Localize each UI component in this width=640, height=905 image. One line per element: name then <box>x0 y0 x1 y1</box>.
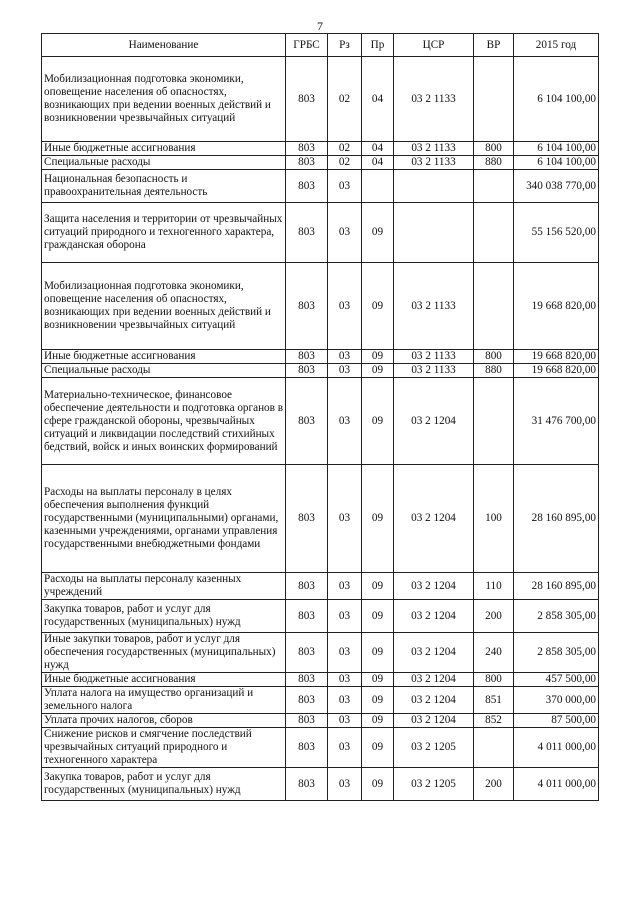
cell-sum: 87 500,00 <box>514 714 599 728</box>
cell-rz: 03 <box>328 714 362 728</box>
cell-csr: 03 2 1133 <box>394 156 474 170</box>
cell-vr: 240 <box>474 633 514 673</box>
cell-sum: 457 500,00 <box>514 673 599 687</box>
table-row <box>42 728 599 768</box>
header-vr: ВР <box>474 34 514 57</box>
cell-grbs: 803 <box>286 142 328 156</box>
cell-pr: 09 <box>362 203 394 263</box>
cell-name: Закупка товаров, работ и услуг для государственных (муниципальных) нужд <box>42 768 286 801</box>
cell-rz: 03 <box>328 728 362 768</box>
cell-csr: 03 2 1205 <box>394 768 474 801</box>
table-row <box>42 673 599 687</box>
cell-vr: 851 <box>474 687 514 714</box>
cell-vr: 110 <box>474 573 514 600</box>
cell-grbs: 803 <box>286 673 328 687</box>
cell-grbs: 803 <box>286 465 328 573</box>
cell-csr: 03 2 1204 <box>394 687 474 714</box>
cell-vr: 100 <box>474 465 514 573</box>
table-row <box>42 687 599 714</box>
cell-sum: 31 476 700,00 <box>514 378 599 465</box>
cell-vr: 800 <box>474 350 514 364</box>
cell-grbs: 803 <box>286 768 328 801</box>
cell-name: Снижение рисков и смягчение последствий чрезвычайных ситуаций природного и техногенного характера <box>42 728 286 768</box>
cell-grbs: 803 <box>286 600 328 633</box>
cell-rz: 03 <box>328 170 362 203</box>
cell-name: Иные бюджетные ассигнования <box>42 673 286 687</box>
cell-rz: 02 <box>328 142 362 156</box>
cell-grbs: 803 <box>286 263 328 350</box>
cell-sum: 6 104 100,00 <box>514 57 599 142</box>
cell-rz: 03 <box>328 687 362 714</box>
cell-csr: 03 2 1205 <box>394 728 474 768</box>
table-row <box>42 378 599 465</box>
cell-vr <box>474 263 514 350</box>
table-row <box>42 600 599 633</box>
cell-grbs: 803 <box>286 378 328 465</box>
table-row <box>42 465 599 573</box>
page-number: 7 <box>317 19 323 33</box>
cell-pr: 09 <box>362 673 394 687</box>
cell-grbs: 803 <box>286 728 328 768</box>
cell-grbs: 803 <box>286 156 328 170</box>
table-row <box>42 633 599 673</box>
cell-vr: 800 <box>474 673 514 687</box>
cell-sum: 2 858 305,00 <box>514 600 599 633</box>
cell-vr <box>474 378 514 465</box>
cell-grbs: 803 <box>286 364 328 378</box>
table-row <box>42 57 599 142</box>
cell-csr: 03 2 1204 <box>394 600 474 633</box>
cell-pr: 09 <box>362 600 394 633</box>
cell-pr: 09 <box>362 633 394 673</box>
table-row <box>42 170 599 203</box>
cell-sum: 4 011 000,00 <box>514 768 599 801</box>
table-row <box>42 714 599 728</box>
cell-name: Иные бюджетные ассигнования <box>42 350 286 364</box>
cell-name: Специальные расходы <box>42 364 286 378</box>
cell-vr: 852 <box>474 714 514 728</box>
cell-name: Мобилизационная подготовка экономики, оповещение населения об опасностях, возникающих при ведении военных действий и возникновении чрезвычайных ситуаций <box>42 263 286 350</box>
cell-sum: 370 000,00 <box>514 687 599 714</box>
header-row <box>42 34 599 57</box>
table-row <box>42 364 599 378</box>
cell-csr <box>394 203 474 263</box>
cell-grbs: 803 <box>286 687 328 714</box>
cell-grbs: 803 <box>286 714 328 728</box>
cell-vr: 200 <box>474 600 514 633</box>
cell-name: Мобилизационная подготовка экономики, оповещение населения об опасностях, возникающих при ведении военных действий и возникновении чрезвычайных ситуаций <box>42 57 286 142</box>
cell-rz: 03 <box>328 364 362 378</box>
cell-sum: 6 104 100,00 <box>514 142 599 156</box>
cell-pr <box>362 170 394 203</box>
cell-csr: 03 2 1204 <box>394 673 474 687</box>
cell-name: Уплата налога на имущество организаций и земельного налога <box>42 687 286 714</box>
cell-grbs: 803 <box>286 57 328 142</box>
cell-name: Материально-техническое, финансовое обеспечение деятельности и подготовка органов в сфере гражданской обороны, чрезвычайных ситуаций и ликвидации последствий стихийных бедствий, войск и иных воинских формирований <box>42 378 286 465</box>
cell-csr: 03 2 1204 <box>394 573 474 600</box>
cell-sum: 19 668 820,00 <box>514 263 599 350</box>
header-rz: Рз <box>328 34 362 57</box>
cell-vr: 880 <box>474 156 514 170</box>
cell-csr: 03 2 1204 <box>394 465 474 573</box>
cell-name: Закупка товаров, работ и услуг для государственных (муниципальных) нужд <box>42 600 286 633</box>
cell-sum: 6 104 100,00 <box>514 156 599 170</box>
cell-vr: 880 <box>474 364 514 378</box>
cell-sum: 28 160 895,00 <box>514 465 599 573</box>
cell-pr: 09 <box>362 364 394 378</box>
cell-csr: 03 2 1133 <box>394 263 474 350</box>
budget-table <box>41 33 599 801</box>
cell-pr: 09 <box>362 573 394 600</box>
header-pr: Пр <box>362 34 394 57</box>
cell-rz: 03 <box>328 600 362 633</box>
cell-grbs: 803 <box>286 170 328 203</box>
table-row <box>42 573 599 600</box>
cell-name: Иные закупки товаров, работ и услуг для обеспечения государственных (муниципальных) нужд <box>42 633 286 673</box>
cell-pr: 09 <box>362 465 394 573</box>
cell-name: Расходы на выплаты персоналу в целях обеспечения выполнения функций государственными (муниципальными) органами, казенными учреждениями, органами управления государственными внебюджетными фондами <box>42 465 286 573</box>
cell-csr: 03 2 1133 <box>394 350 474 364</box>
cell-sum: 4 011 000,00 <box>514 728 599 768</box>
cell-pr: 09 <box>362 768 394 801</box>
cell-sum: 19 668 820,00 <box>514 364 599 378</box>
cell-sum: 340 038 770,00 <box>514 170 599 203</box>
cell-sum: 19 668 820,00 <box>514 350 599 364</box>
cell-rz: 03 <box>328 573 362 600</box>
cell-csr: 03 2 1204 <box>394 378 474 465</box>
cell-grbs: 803 <box>286 633 328 673</box>
cell-pr: 04 <box>362 57 394 142</box>
cell-rz: 03 <box>328 673 362 687</box>
cell-rz: 03 <box>328 465 362 573</box>
cell-vr <box>474 170 514 203</box>
cell-pr: 09 <box>362 728 394 768</box>
cell-csr: 03 2 1133 <box>394 57 474 142</box>
cell-name: Иные бюджетные ассигнования <box>42 142 286 156</box>
header-grbs: ГРБС <box>286 34 328 57</box>
cell-name: Специальные расходы <box>42 156 286 170</box>
cell-sum: 28 160 895,00 <box>514 573 599 600</box>
cell-name: Защита населения и территории от чрезвычайных ситуаций природного и техногенного характера, гражданская оборона <box>42 203 286 263</box>
table-row <box>42 350 599 364</box>
cell-csr: 03 2 1133 <box>394 142 474 156</box>
cell-csr: 03 2 1133 <box>394 364 474 378</box>
cell-name: Национальная безопасность и правоохранительная деятельность <box>42 170 286 203</box>
cell-vr: 800 <box>474 142 514 156</box>
header-csr: ЦСР <box>394 34 474 57</box>
table-row <box>42 768 599 801</box>
cell-vr <box>474 728 514 768</box>
cell-vr <box>474 203 514 263</box>
cell-vr: 200 <box>474 768 514 801</box>
cell-rz: 03 <box>328 263 362 350</box>
cell-rz: 03 <box>328 633 362 673</box>
header-name: Наименование <box>42 34 286 57</box>
cell-rz: 03 <box>328 768 362 801</box>
cell-vr <box>474 57 514 142</box>
cell-csr: 03 2 1204 <box>394 714 474 728</box>
cell-rz: 03 <box>328 378 362 465</box>
cell-grbs: 803 <box>286 203 328 263</box>
table-row <box>42 203 599 263</box>
cell-rz: 02 <box>328 57 362 142</box>
cell-grbs: 803 <box>286 573 328 600</box>
cell-grbs: 803 <box>286 350 328 364</box>
cell-pr: 09 <box>362 263 394 350</box>
cell-name: Расходы на выплаты персоналу казенных учреждений <box>42 573 286 600</box>
cell-pr: 09 <box>362 714 394 728</box>
cell-pr: 09 <box>362 378 394 465</box>
cell-csr <box>394 170 474 203</box>
cell-rz: 03 <box>328 203 362 263</box>
cell-pr: 09 <box>362 350 394 364</box>
cell-sum: 55 156 520,00 <box>514 203 599 263</box>
table-row <box>42 263 599 350</box>
header-sum: 2015 год <box>514 34 599 57</box>
cell-rz: 02 <box>328 156 362 170</box>
cell-rz: 03 <box>328 350 362 364</box>
cell-csr: 03 2 1204 <box>394 633 474 673</box>
cell-pr: 04 <box>362 156 394 170</box>
cell-sum: 2 858 305,00 <box>514 633 599 673</box>
table-row <box>42 156 599 170</box>
cell-name: Уплата прочих налогов, сборов <box>42 714 286 728</box>
cell-pr: 04 <box>362 142 394 156</box>
table-row <box>42 142 599 156</box>
cell-pr: 09 <box>362 687 394 714</box>
